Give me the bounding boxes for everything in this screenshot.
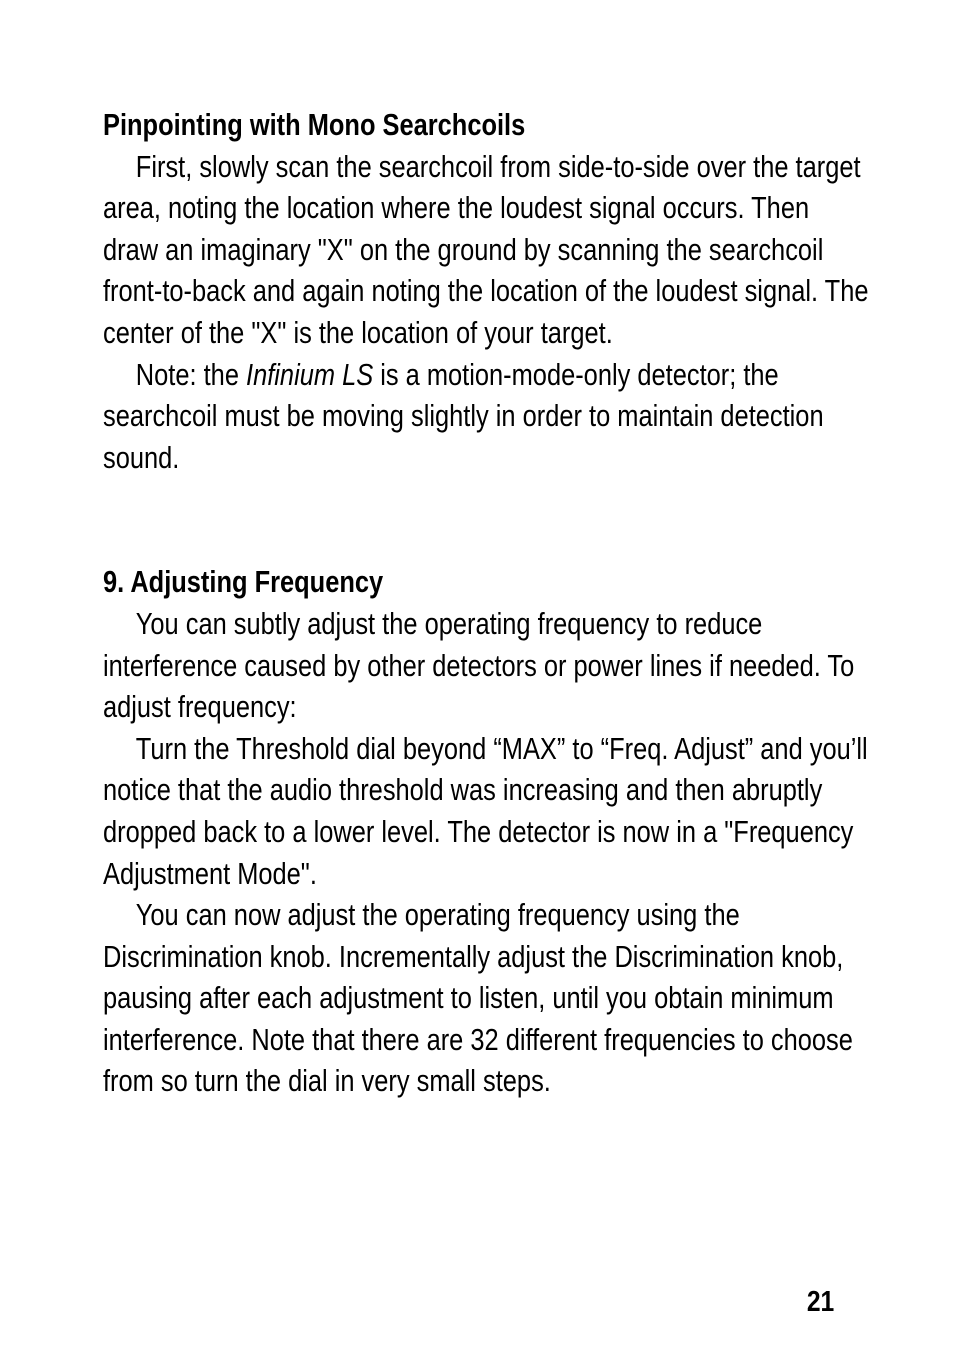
section-heading-pinpointing: Pinpointing with Mono Searchcoils [103, 107, 526, 142]
paragraph-frequency-intro: You can subtly adjust the operating frequency to reduce interference caused by other detectors or power lines if needed. To adjust frequency: [103, 605, 855, 725]
paragraph-motion-mode-note [103, 354, 870, 479]
page-number: 21 [806, 1286, 834, 1318]
paragraph-discrimination-knob: You can now adjust the operating frequency using the Discrimination knob. Incrementally adjust the Discrimination knob, pausing after each adjustment to listen, until you obtain minimum interference. Note that there are 32 different frequencies to choose from so turn the dial in very small steps. [103, 897, 853, 1099]
paragraph-pinpointing-instructions: First, slowly scan the searchcoil from side-to-side over the target area, noting the location where the loudest signal occurs. Then draw an imaginary "X" on the ground by scanning the searchcoil front-to-back and again noting the location of the loudest signal. The center of the "X" is the location of your target. [103, 148, 869, 350]
section-spacer [103, 478, 863, 561]
section-heading-adjusting-frequency: 9. Adjusting Frequency [103, 564, 384, 600]
page-content [103, 104, 869, 1102]
paragraph-threshold-dial: Turn the Threshold dial beyond “MAX” to “Freq. Adjust” and you’ll notice that the audio threshold was increasing and then abruptly dropped back to a lower level. The detector is now in a "Frequency Adjustment Mode". [103, 730, 868, 891]
product-name: Infinium LS [246, 356, 374, 392]
note-prefix: Note: the [135, 356, 247, 392]
note-suffix: is a motion-mode-only detector; the searchcoil must be moving slightly in order to maintain detection sound. [103, 356, 824, 475]
